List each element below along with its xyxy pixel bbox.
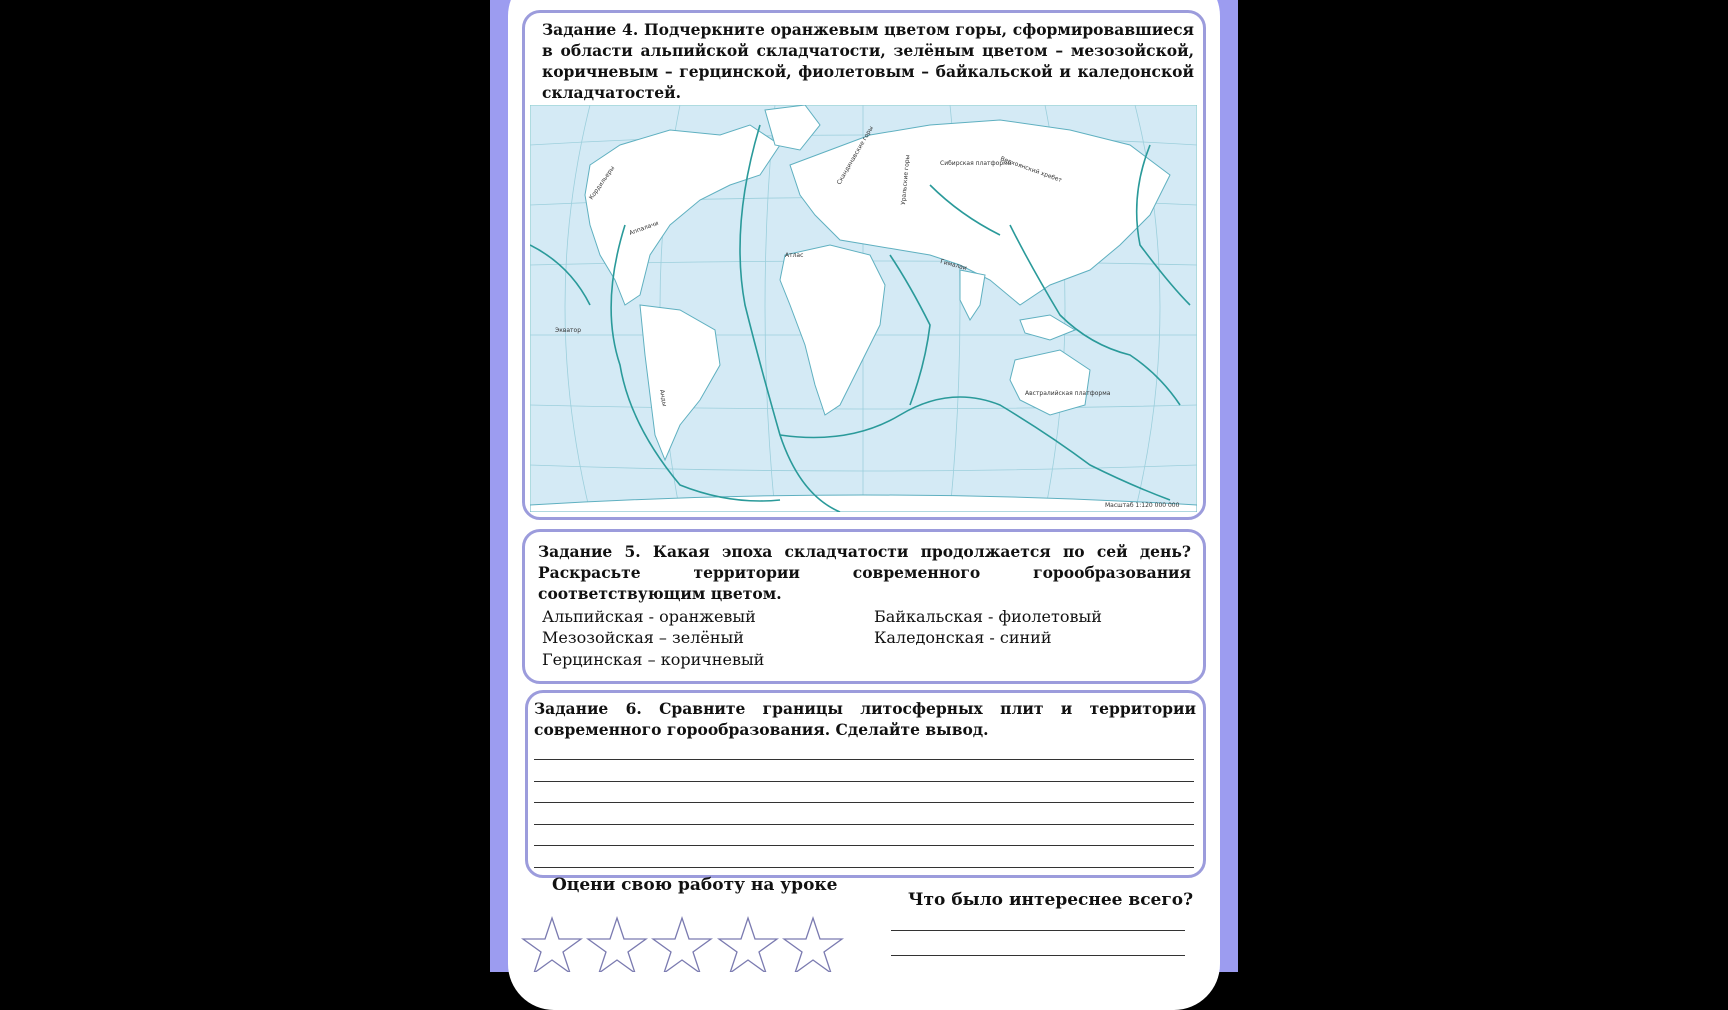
star-1-icon[interactable] (523, 918, 581, 972)
rating-stars (520, 915, 850, 972)
label-siberian: Сибирская платформа (940, 160, 1012, 167)
rate-title: Оцени свою работу на уроке (552, 875, 838, 895)
legend-mesozoic: Мезозойская – зелёный (542, 628, 744, 647)
interest-line-2[interactable] (891, 955, 1185, 956)
task5-text: Задание 5. Какая эпоха складчатости продолжается по сей день? Раскрасьте территории современного горообразования соответствующим цветом. (538, 542, 1191, 603)
legend-alpine: Альпийская - оранжевый (542, 607, 756, 626)
task4-text: Задание 4. Подчеркните оранжевым цветом горы, сформировавшиеся в области альпийской складчатости, зелёным цветом – мезозойской, коричневым – герцинской, фиолетовым – байкальской и каледонской складчатостей. (542, 20, 1194, 102)
star-3-icon[interactable] (653, 918, 711, 972)
label-australian: Австралийская платформа (1025, 390, 1111, 397)
label-verkhoyansk: Верхоянский хребет (999, 155, 1063, 185)
label-appalachians: Аппалачи (628, 219, 660, 237)
answer-line-4[interactable] (534, 824, 1194, 825)
task6-text: Задание 6. Сравните границы литосферных плит и территории современного горообразования. Сделайте вывод. (534, 699, 1196, 739)
interest-line-1[interactable] (891, 930, 1185, 931)
answer-line-5[interactable] (534, 845, 1194, 846)
answer-line-6[interactable] (534, 867, 1194, 868)
star-4-icon[interactable] (719, 918, 777, 972)
label-cordillera: Кордильеры (587, 164, 617, 202)
world-map (530, 105, 1197, 512)
answer-line-3[interactable] (534, 802, 1194, 803)
label-ural: Уральские горы (900, 154, 912, 206)
answer-line-2[interactable] (534, 781, 1194, 782)
label-scale: Масштаб 1:120 000 000 (1105, 502, 1180, 509)
star-2-icon[interactable] (588, 918, 646, 972)
star-5-icon[interactable] (784, 918, 842, 972)
legend-hercynian: Герцинская – коричневый (542, 650, 765, 669)
interest-title: Что было интереснее всего? (908, 890, 1194, 910)
answer-line-1[interactable] (534, 759, 1194, 760)
legend-caledonian: Каледонская - синий (874, 628, 1052, 647)
label-scandinavian: Скандинавские горы (835, 125, 875, 186)
label-andes: Анды (658, 389, 668, 408)
label-himalaya: Гималаи (939, 258, 968, 272)
label-equator: Экватор (555, 327, 582, 334)
legend-baikal: Байкальская - фиолетовый (874, 607, 1102, 626)
label-atlas: Атлас (785, 252, 804, 259)
